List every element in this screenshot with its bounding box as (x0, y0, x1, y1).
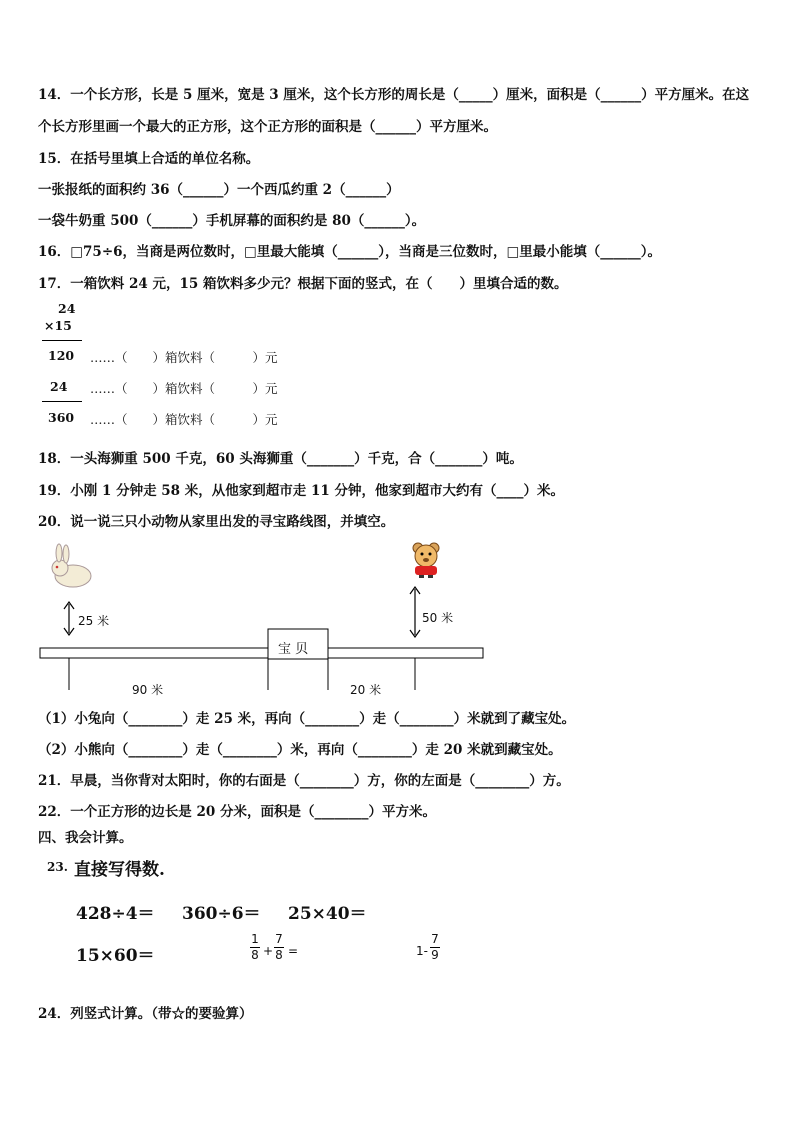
q17-row3-num: 360 (48, 410, 75, 425)
q16: 16．□75÷6，当商是两位数时，□里最大能填（______），当商是三位数时，□里最小能填（______）。 (38, 244, 662, 260)
q15-title: 15．在括号里填上合适的单位名称。 (38, 151, 260, 167)
section-4-heading: 四、我会计算。 (38, 830, 133, 846)
q17-title: 17．一箱饮料 24 元，15 箱饮料多少元？根据下面的竖式，在（ ）里填合适的数。 (38, 276, 568, 292)
fraction-numerator: 7 (275, 932, 283, 946)
plus-sign: + (263, 944, 274, 958)
q18: 18．一头海狮重 500 千克，60 头海狮重（_______）千克，合（_______）吨。 (38, 451, 523, 467)
q17-row2-text: ……（ ）箱饮料（ ）元 (90, 381, 278, 396)
q23-number: 23. (47, 860, 68, 874)
distance-50m: 50 米 (422, 611, 454, 625)
fraction-denominator: 8 (251, 948, 259, 962)
q17-top-number: 24 (58, 301, 76, 316)
expr-15-times-60: 15×60＝ (76, 946, 155, 966)
q17-row3-text: ……（ ）箱饮料（ ）元 (90, 412, 278, 427)
q14-line1: 14．一个长方形，长是 5 厘米，宽是 3 厘米，这个长方形的周长是（_____）厘米，面积是（______）平方厘米。在这 (38, 87, 750, 103)
q21: 21．早晨，当你背对太阳时，你的右面是（________）方，你的左面是（________）方。 (38, 773, 570, 789)
distance-20m: 20 米 (350, 683, 382, 697)
q20-title: 20．说一说三只小动物从家里出发的寻宝路线图，并填空。 (38, 514, 395, 530)
q23-title: 直接写得数. (74, 860, 165, 880)
q19: 19．小刚 1 分钟走 58 米，从他家到超市走 11 分钟，他家到超市大约有（____）米。 (38, 483, 564, 499)
equals-sign: = (288, 944, 299, 958)
fraction-7-9 (430, 933, 440, 962)
expr-428-div-4: 428÷4＝ (76, 904, 155, 924)
one-minus: 1- (416, 944, 428, 958)
fraction-1-8 (250, 933, 260, 962)
rabbit-icon (52, 544, 91, 587)
q14-line2: 个长方形里画一个最大的正方形，这个正方形的面积是（______）平方厘米。 (38, 119, 497, 135)
q20-sentence2: （2）小熊向（________）走（________）米，再向（________）走 20 米就到藏宝处。 (38, 742, 562, 758)
q24: 24．列竖式计算。（带☆的要验算） (38, 1006, 253, 1022)
fraction-numerator: 1 (251, 932, 259, 946)
bear-icon (413, 543, 439, 578)
fraction-denominator: 8 (275, 948, 283, 962)
q17-row1-num: 120 (48, 348, 75, 363)
vertical-rule-1 (42, 340, 82, 341)
q17-row2-num: 24 (50, 379, 68, 394)
expr-360-div-6: 360÷6＝ (182, 904, 261, 924)
expr-25-times-40: 25×40＝ (288, 904, 367, 924)
q17-row1-text: ……（ ）箱饮料（ ）元 (90, 350, 278, 365)
fraction-denominator: 9 (431, 948, 439, 962)
q22: 22．一个正方形的边长是 20 分米，面积是（________）平方米。 (38, 804, 436, 820)
distance-90m: 90 米 (132, 683, 164, 697)
vertical-rule-2 (42, 401, 82, 402)
q15-line2: 一袋牛奶重 500（______）手机屏幕的面积约是 80（______）。 (38, 213, 426, 229)
fraction-7-8 (274, 933, 284, 962)
q15-line1: 一张报纸的面积约 36（______）一个西瓜约重 2（______） (38, 182, 400, 198)
fraction-numerator: 7 (431, 932, 439, 946)
q20-sentence1: （1）小兔向（________）走 25 米，再向（________）走（________）米就到了藏宝处。 (38, 711, 576, 727)
distance-25m: 25 米 (78, 614, 110, 628)
q17-multiplier: ×15 (44, 318, 72, 333)
treasure-label: 宝 贝 (278, 642, 309, 657)
